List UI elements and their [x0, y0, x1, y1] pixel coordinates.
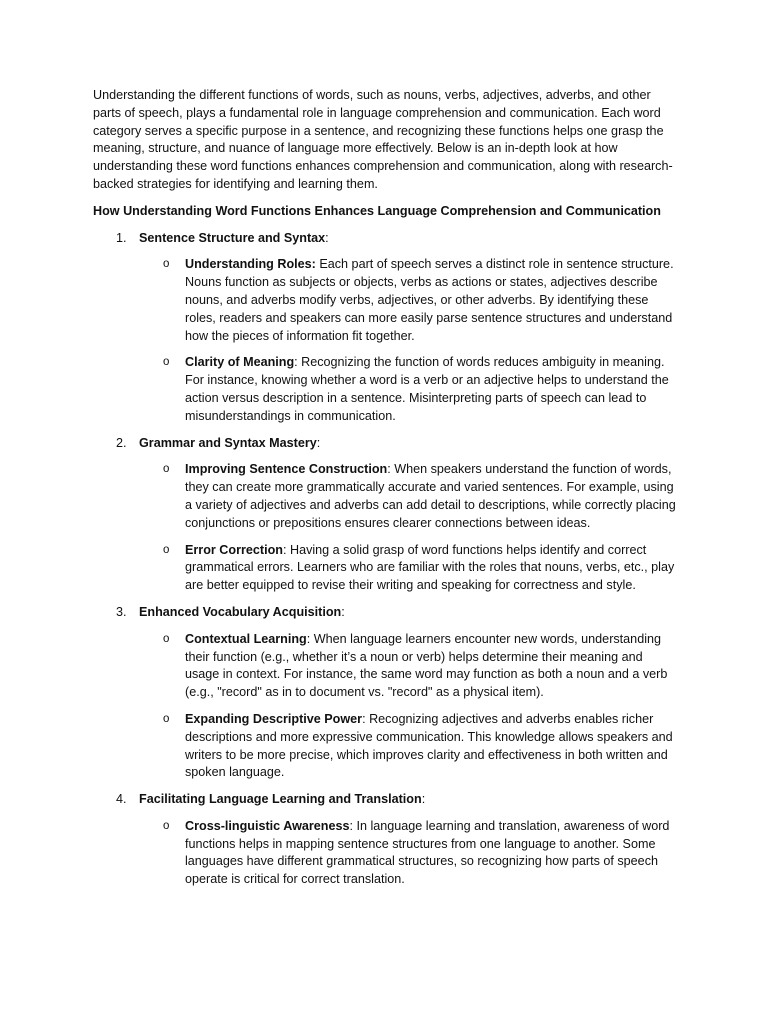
list-item-colon: :: [341, 604, 345, 619]
list-item-colon: :: [316, 435, 321, 450]
list-item: [93, 230, 678, 426]
bullet-marker: o: [163, 356, 170, 369]
sub-item-text: : When speakers understand the function of words, they can create more grammatically accurate and varied sentences. For example, using a variety of adjectives and adverbs can add detail to descriptions, while correctly placing conjunctions or prepositions ensures clearer connections between ideas.: [185, 462, 676, 530]
list-item-title-text: Enhanced Vocabulary Acquisition: [139, 604, 342, 619]
sub-item-text: : Recognizing adjectives and adverbs enables richer descriptions and more expressive communication. This knowledge allows speakers and writers to be more precise, which improves clarity and effectiveness in both written and spoken language.: [185, 711, 673, 780]
list-number: 1.: [116, 230, 127, 245]
list-number: 4.: [116, 792, 127, 807]
bullet-marker: o: [163, 712, 170, 725]
sub-item-paragraph: [185, 631, 678, 702]
sub-item-title: Cross-linguistic Awareness: [185, 818, 350, 833]
sub-item-title: Improving Sentence Construction: [185, 462, 388, 477]
bullet-marker: o: [163, 463, 170, 476]
intro-paragraph: Understanding the different functions of words, such as nouns, verbs, adjectives, adverbs, and other parts of speech, plays a fundamental role in language comprehension and communication. Each word category serves a specific purpose in a sentence, and recognizing these functions helps one grasp the meaning, structure, and nuance of language more effectively. Below is an in-depth look at how understanding these word functions enhances comprehension and communication, along with research-backed strategies for identifying and learning them.: [93, 88, 673, 191]
bullet-marker: o: [163, 543, 170, 556]
sub-item-text: : Having a solid grasp of word functions helps identify and correct grammatical errors. Learners who are familiar with the roles that nouns, verbs, etc., play are better equipped to revise their writing and speaking for correctness and style.: [185, 542, 675, 593]
numbered-list: [93, 230, 678, 890]
sub-item-text: : When language learners encounter new words, understanding their function (e.g., whether it’s a noun or verb) helps determine their meaning and usage in context. For instance, the same word may function as both a noun and a verb (e.g., "record" as in to document vs. "record" as a physical item).: [185, 631, 668, 700]
sub-item-title: Understanding Roles:: [185, 257, 316, 272]
sub-item-text: : Recognizing the function of words reduces ambiguity in meaning. For instance, knowing whether a word is a verb or an adjective helps to understand the action versus description in a sentence. Misinterpreting parts of speech can lead to misunderstandings in communication.: [185, 355, 669, 423]
section-heading: How Understanding Word Functions Enhances Language Comprehension and Communication: [93, 203, 661, 218]
list-item: [93, 604, 678, 782]
sub-item-paragraph: [185, 354, 678, 425]
sub-list-item: [139, 711, 678, 782]
sub-list-item: [139, 461, 678, 532]
sub-list: [139, 461, 678, 595]
list-item: [93, 435, 678, 595]
bullet-marker: o: [163, 632, 170, 645]
list-number: 3.: [116, 604, 127, 619]
list-number: 2.: [116, 435, 127, 450]
list-item-title: [139, 791, 678, 809]
list-item-title: [139, 230, 678, 248]
list-item-title: [139, 435, 678, 453]
sub-list-item: [139, 542, 678, 595]
sub-item-paragraph: [185, 711, 678, 782]
list-item-title-text: Facilitating Language Learning and Translation: [139, 792, 422, 807]
sub-list-item: [139, 818, 678, 889]
sub-item-text: : In language learning and translation, awareness of word functions helps in mapping sentence structures from one language to another. Some languages have different grammatical structures, so recognizing how parts of speech operate is critical for correct translation.: [185, 818, 670, 887]
sub-item-paragraph: [185, 461, 678, 532]
sub-item-title: Contextual Learning: [185, 631, 307, 646]
sub-item-title: Error Correction: [185, 542, 283, 557]
list-item-colon: :: [421, 792, 426, 807]
sub-item-paragraph: [185, 256, 678, 345]
list-item: [93, 791, 678, 889]
sub-list-item: [139, 256, 678, 345]
sub-item-paragraph: [185, 818, 678, 889]
document-body: [93, 87, 678, 898]
list-item-title-text: Sentence Structure and Syntax: [139, 230, 326, 245]
list-item-title: [139, 604, 678, 622]
list-item-title-text: Grammar and Syntax Mastery: [139, 435, 317, 450]
sub-item-title: Clarity of Meaning: [185, 355, 295, 370]
list-item-colon: :: [325, 230, 329, 245]
bullet-marker: o: [163, 258, 170, 271]
sub-list-item: [139, 631, 678, 702]
sub-item-title: Expanding Descriptive Power: [185, 711, 363, 726]
bullet-marker: o: [163, 819, 170, 832]
sub-list: [139, 631, 678, 782]
sub-item-text: Each part of speech serves a distinct role in sentence structure. Nouns function as subjects or objects, verbs as actions or states, adjectives describe nouns, and adverbs modify verbs, adjectives, or other adverbs. By identifying these roles, readers and speakers can more easily parse sentence structures and understand how the pieces of information fit together.: [185, 257, 674, 343]
sub-item-paragraph: [185, 542, 678, 595]
sub-list: [139, 818, 678, 889]
sub-list-item: [139, 354, 678, 425]
sub-list: [139, 256, 678, 425]
